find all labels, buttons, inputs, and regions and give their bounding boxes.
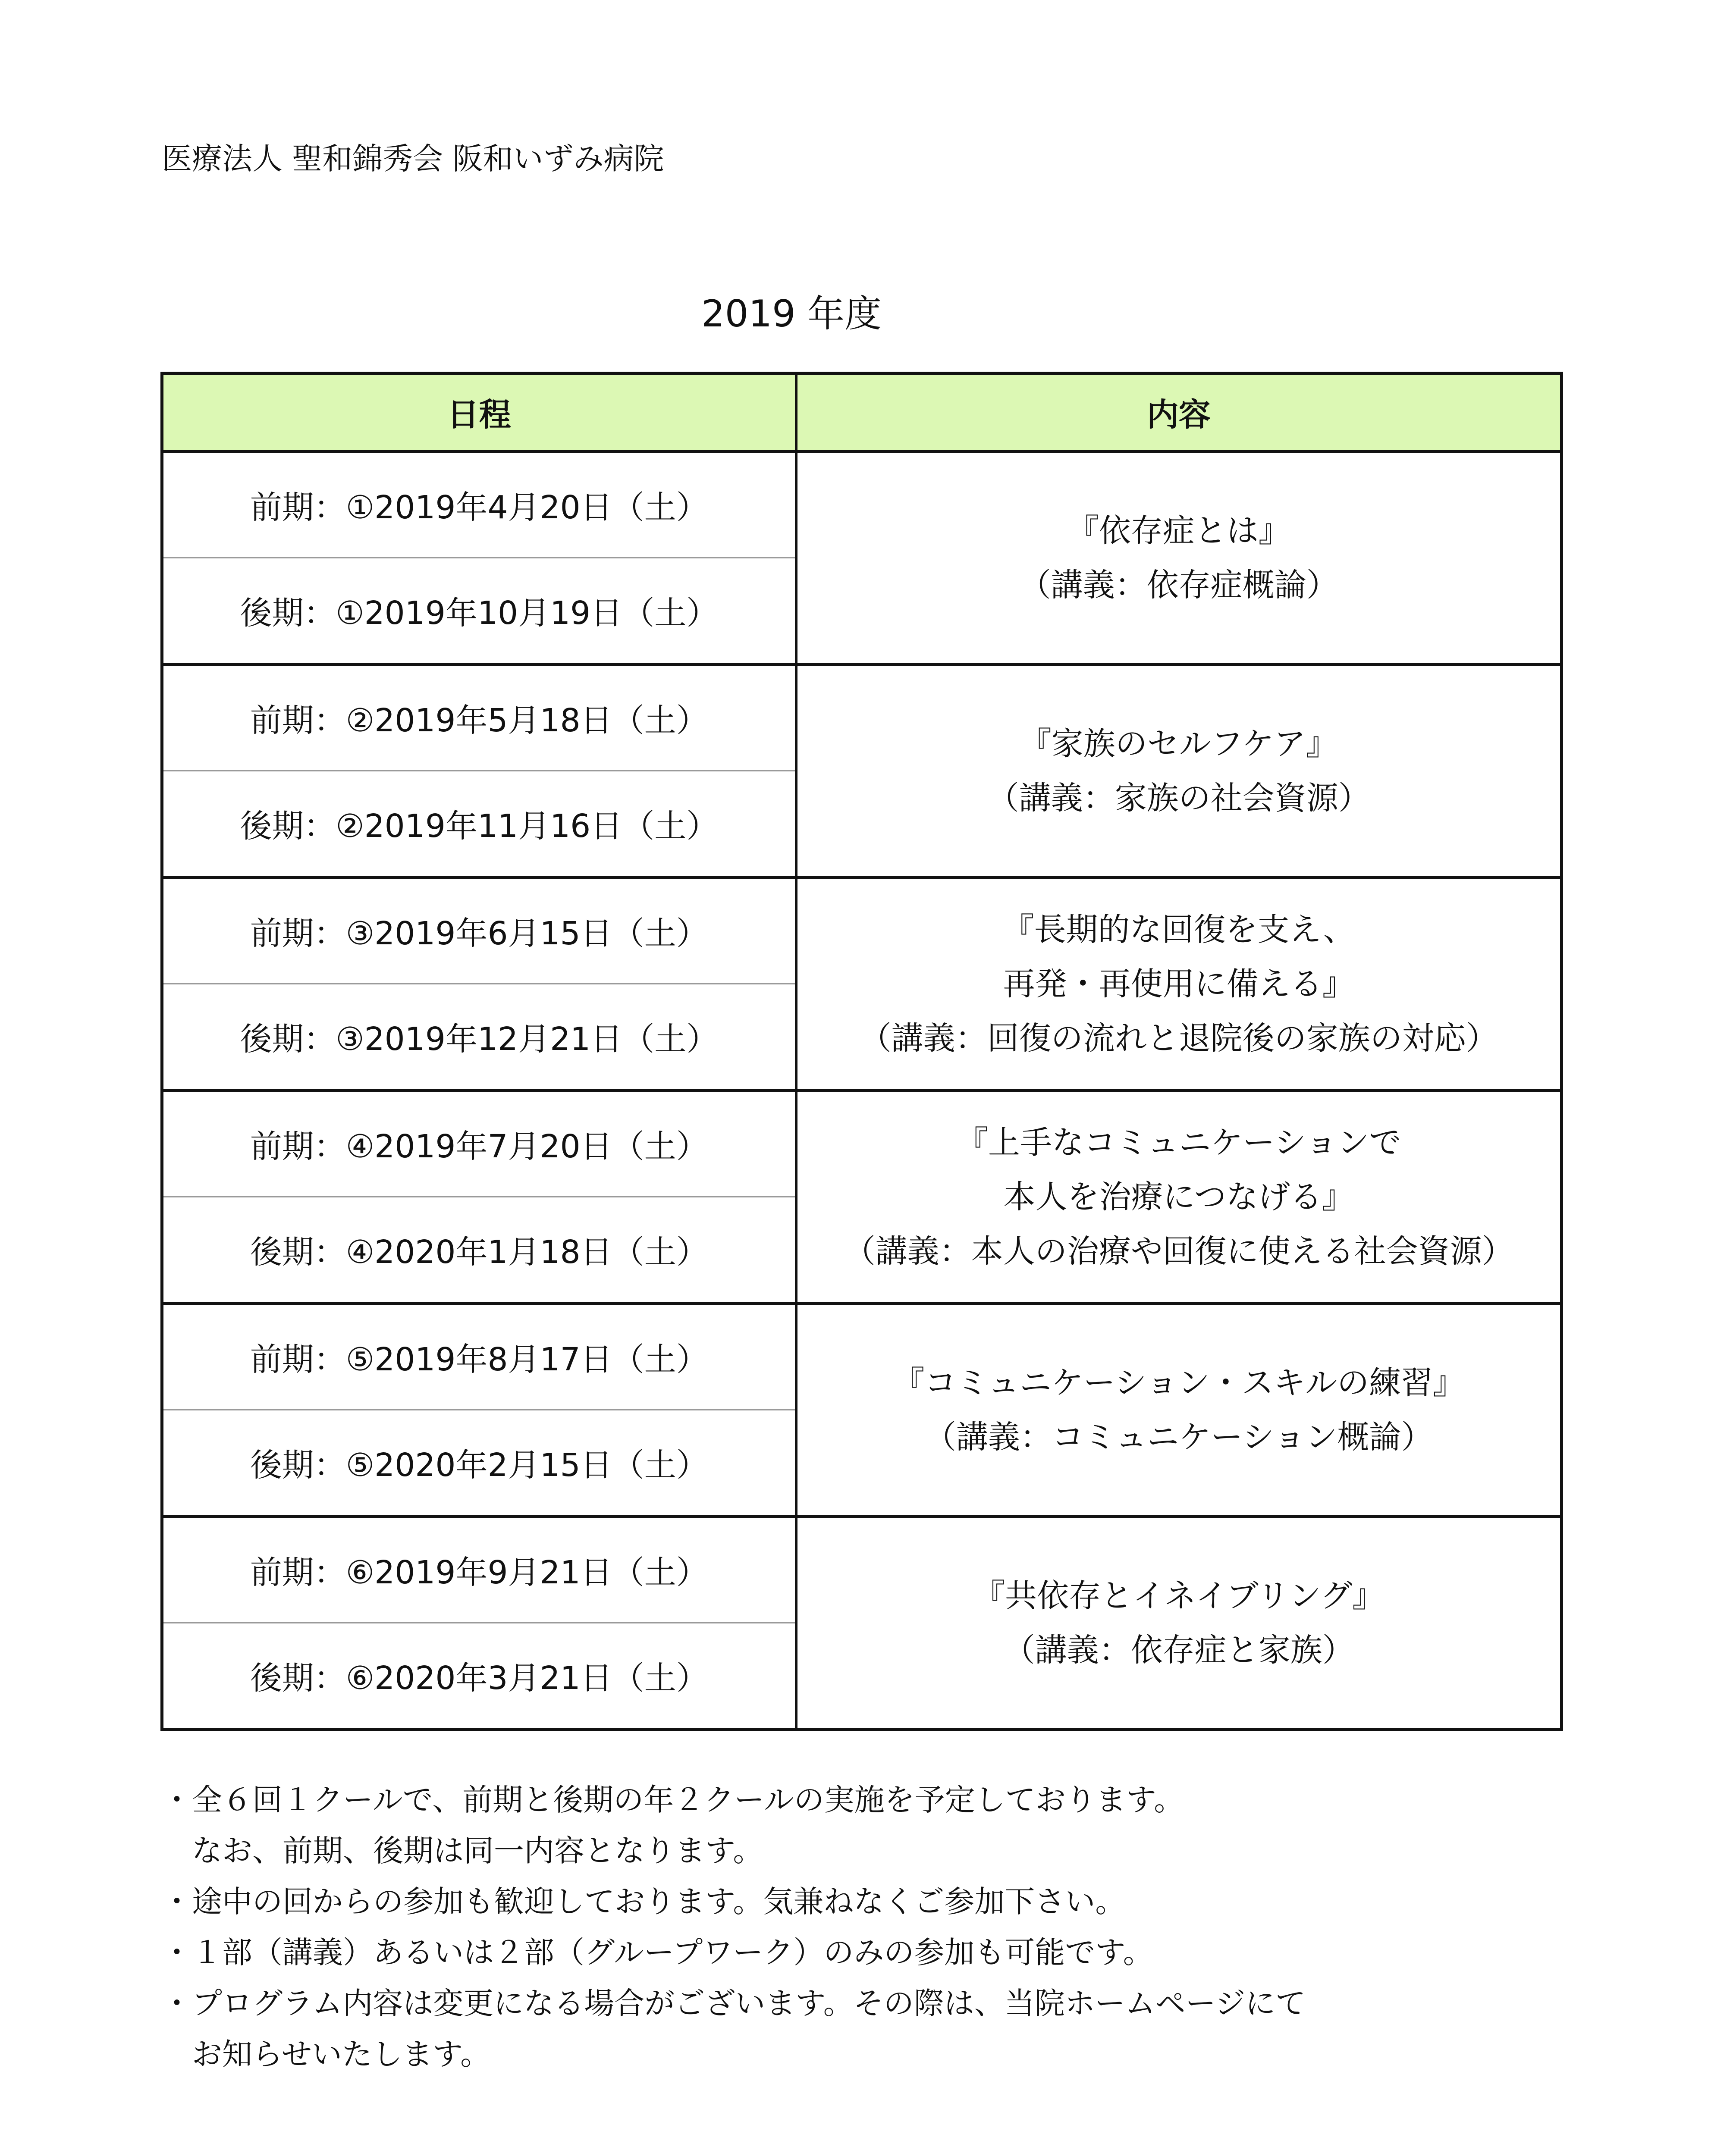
table-row <box>162 877 1562 984</box>
note-item: ・プログラム内容は変更になる場合がございます。その際は、当院ホームページにて <box>162 1986 1306 2021</box>
schedule-body <box>162 451 1562 1730</box>
notes-list <box>162 1774 1306 2080</box>
session-content-line: （講義：依存症概論） <box>1019 566 1338 604</box>
session-content-line: 『コミュニケーション・スキルの練習』 <box>892 1364 1465 1401</box>
schedule-table <box>160 372 1563 1731</box>
note-item-continuation: なお、前期、後期は同一内容となります。 <box>192 1833 763 1868</box>
note-item: ・全６回１クールで、前期と後期の年２クールの実施を予定しております。 <box>162 1782 1184 1818</box>
session-content <box>796 451 1562 664</box>
session-content <box>796 877 1562 1091</box>
session-content <box>796 1517 1562 1730</box>
session-date-second-term: 後期：③2019年12月21日（土） <box>162 984 796 1091</box>
header-schedule: 日程 <box>162 373 796 451</box>
session-date-second-term: 後期：④2020年1月18日（土） <box>162 1197 796 1304</box>
session-content-line: （講義：本人の治療や回復に使える社会資源） <box>843 1232 1514 1270</box>
header-content: 内容 <box>796 373 1562 451</box>
session-content <box>796 664 1562 877</box>
session-date-first-term: 前期：②2019年5月18日（土） <box>162 664 796 771</box>
session-date-first-term: 前期：④2019年7月20日（土） <box>162 1091 796 1197</box>
session-content-line: 『共依存とイネイブリング』 <box>973 1577 1384 1614</box>
session-date-second-term: 後期：⑤2020年2月15日（土） <box>162 1410 796 1517</box>
note-item: ・途中の回からの参加も歓迎しております。気兼ねなくご参加下さい。 <box>162 1884 1126 1919</box>
session-content <box>796 1304 1562 1517</box>
table-row <box>162 1091 1562 1197</box>
session-content-line: 『家族のセルフケア』 <box>1019 725 1338 762</box>
session-content-line: （講義：家族の社会資源） <box>987 779 1370 817</box>
table-row <box>162 1517 1562 1623</box>
note-item-continuation: お知らせいたします。 <box>192 2037 491 2072</box>
note-item: ・１部（講義）あるいは２部（グループワーク）のみの参加も可能です。 <box>162 1935 1153 1970</box>
table-row <box>162 664 1562 771</box>
session-date-second-term: 後期：①2019年10月19日（土） <box>162 558 796 664</box>
session-content-line: 本人を治療につなげる』 <box>1003 1178 1354 1216</box>
session-content-line: （講義：コミュニケーション概論） <box>924 1418 1433 1456</box>
session-date-first-term: 前期：③2019年6月15日（土） <box>162 877 796 984</box>
session-date-first-term: 前期：①2019年4月20日（土） <box>162 451 796 558</box>
session-date-second-term: 後期：②2019年11月16日（土） <box>162 771 796 877</box>
session-content-line: 再発・再使用に備える』 <box>1003 965 1354 1003</box>
table-row <box>162 1304 1562 1410</box>
session-content-line: 『上手なコミュニケーションで <box>956 1124 1401 1161</box>
session-content <box>796 1091 1562 1304</box>
session-content-line: 『依存症とは』 <box>1067 512 1290 549</box>
session-content-line: 『長期的な回復を支え、 <box>1002 911 1355 948</box>
table-header-row <box>162 373 1562 451</box>
organization-name: 医療法人 聖和錦秀会 阪和いずみ病院 <box>162 141 664 176</box>
table-row <box>162 451 1562 558</box>
year-title: 2019 年度 <box>701 292 882 335</box>
session-content-line: （講義：回復の流れと退院後の家族の対応） <box>859 1019 1498 1057</box>
session-date-first-term: 前期：⑥2019年9月21日（土） <box>162 1517 796 1623</box>
session-date-first-term: 前期：⑤2019年8月17日（土） <box>162 1304 796 1410</box>
session-date-second-term: 後期：⑥2020年3月21日（土） <box>162 1623 796 1730</box>
session-content-line: （講義：依存症と家族） <box>1003 1631 1354 1669</box>
